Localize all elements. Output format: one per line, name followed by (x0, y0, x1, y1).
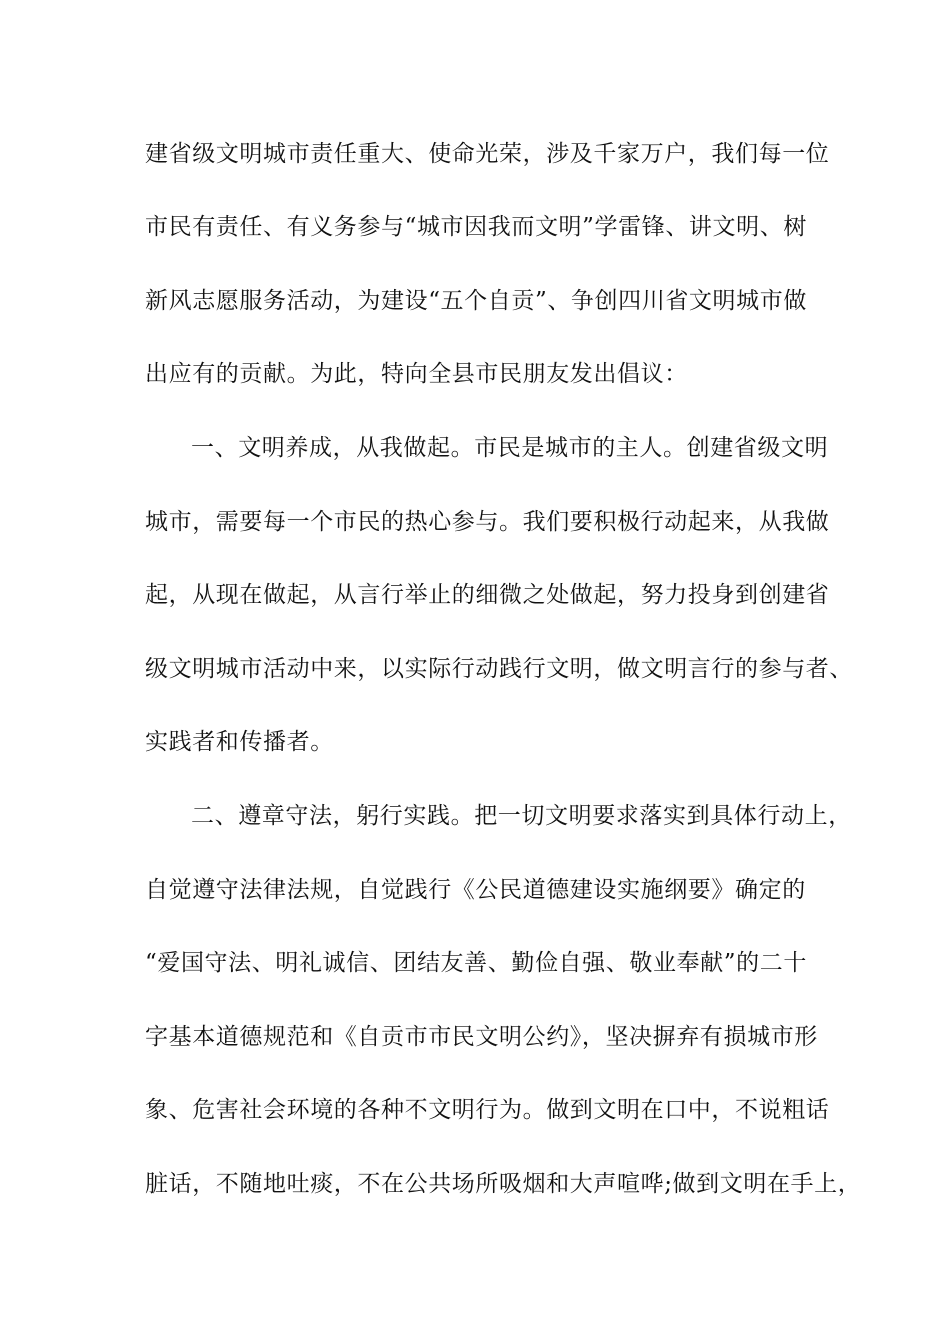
text-line: 级文明城市活动中来，以实际行动践行文明，做文明言行的参与者、 (145, 656, 853, 682)
text-line: 新风志愿服务活动，为建设“五个自贡”、争创四川省文明城市做 (145, 288, 807, 314)
paragraph-start-line: 二、遵章守法，躬行实践。把一切文明要求落实到具体行动上， (191, 803, 852, 829)
text-line: 实践者和传播者。 (145, 729, 334, 755)
text-line: 脏话，不随地吐痰，不在公共场所吸烟和大声喧哗;做到文明在手上， (145, 1171, 862, 1197)
text-line: 字基本道德规范和《自贡市市民文明公约》，坚决摒弃有损城市形 (145, 1024, 818, 1050)
paragraph-start-line: 一、文明养成，从我做起。市民是城市的主人。创建省级文明 (191, 435, 829, 461)
text-line: “爱国守法、明礼诚信、团结友善、勤俭自强、敬业奉献”的二十 (145, 950, 807, 976)
text-line: 市民有责任、有义务参与“城市因我而文明”学雷锋、讲文明、树 (145, 214, 807, 240)
text-line: 建省级文明城市责任重大、使命光荣，涉及千家万户，我们每一位 (145, 141, 830, 167)
text-line: 城市，需要每一个市民的热心参与。我们要积极行动起来，从我做 (145, 509, 830, 535)
text-line: 出应有的贡献。为此，特向全县市民朋友发出倡议： (145, 361, 688, 387)
text-line: 起，从现在做起，从言行举止的细微之处做起，努力投身到创建省 (145, 582, 830, 608)
text-line: 自觉遵守法律法规，自觉践行《公民道德建设实施纲要》确定的 (145, 877, 806, 903)
text-line: 象、危害社会环境的各种不文明行为。做到文明在口中，不说粗话 (145, 1097, 830, 1123)
